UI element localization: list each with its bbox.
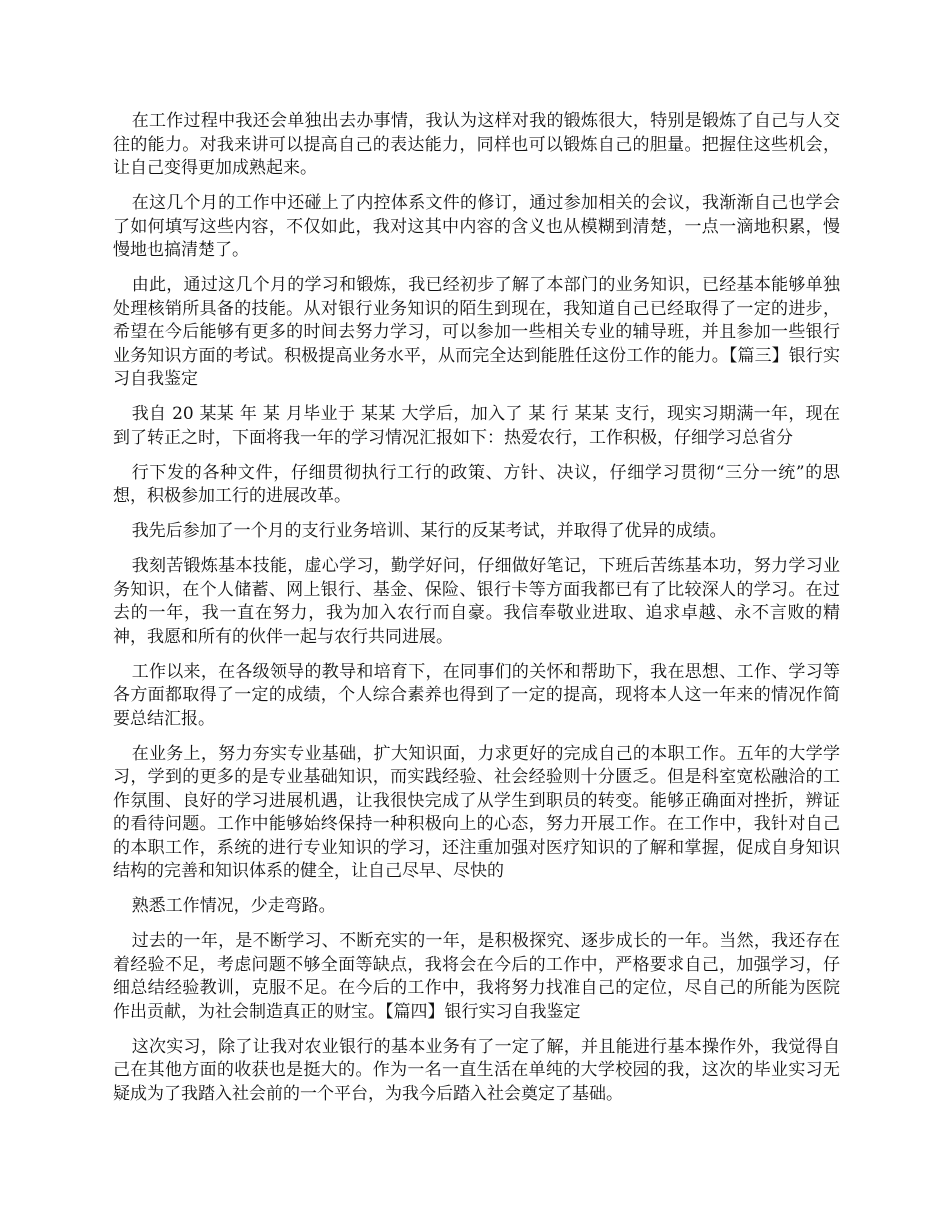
paragraph: 我刻苦锻炼基本技能，虚心学习，勤学好问，仔细做好笔记，下班后苦练基本功，努力学习业务知识，在个人储蓄、网上银行、基金、保险、银行卡等方面我都已有了比较深人的学习。在过去的一年，我一直在努力，我为加入农行而自豪。我信奉敬业进取、追求卓越、永不言败的精神，我愿和所有的伙伴一起与农行共同进展。 xyxy=(113,556,840,647)
paragraph: 这次实习，除了让我对农业银行的基本业务有了一定了解，并且能进行基本操作外，我觉得自己在其他方面的收获也是挺大的。作为一名一直生活在单纯的大学校园的我，这次的毕业实习无疑成为了我踏入社会前的一个平台，为我今后踏入社会奠定了基础。 xyxy=(113,1036,840,1104)
paragraph: 我自 20 某某 年 某 月毕业于 某某 大学后，加入了 某 行 某某 支行，现实习期满一年，现在到了转正之时，下面将我一年的学习情况汇报如下：热爱农行，工作积极，仔细学习总省分 xyxy=(113,404,840,448)
paragraph: 行下发的各种文件，仔细贯彻执行工行的政策、方针、决议，仔细学习贯彻“三分一统”的思想，积极参加工行的进展改革。 xyxy=(113,462,840,506)
paragraph: 工作以来，在各级领导的教导和培育下，在同事们的关怀和帮助下，我在思想、工作、学习等各方面都取得了一定的成绩，个人综合素养也得到了一定的提高，现将本人这一年来的情况作简要总结汇报。 xyxy=(113,661,840,729)
paragraph: 由此，通过这几个月的学习和锻炼，我已经初步了解了本部门的业务知识，已经基本能够单独处理核销所具备的技能。从对银行业务知识的陌生到现在，我知道自己已经取得了一定的进步，希望在今后能够有更多的时间去努力学习，可以参加一些相关专业的辅导班，并且参加一些银行业务知识方面的考试。积极提高业务水平，从而完全达到能胜任这份工作的能力。【篇三】银行实习自我鉴定 xyxy=(113,275,840,389)
paragraph: 过去的一年，是不断学习、不断充实的一年，是积极探究、逐步成长的一年。当然，我还存在着经验不足，考虑问题不够全面等缺点，我将会在今后的工作中，严格要求自己，加强学习，仔细总结经验教训，克服不足。在今后的工作中，我将努力找准自己的定位，尽自己的所能为医院作出贡献，为社会制造真正的财宝。【篇四】银行实习自我鉴定 xyxy=(113,931,840,1022)
paragraph: 在工作过程中我还会单独出去办事情，我认为这样对我的锻炼很大，特别是锻炼了自己与人交往的能力。对我来讲可以提高自己的表达能力，同样也可以锻炼自己的胆量。把握住这些机会，让自己变得更加成熟起来。 xyxy=(113,111,840,178)
paragraph: 在业务上，努力夯实专业基础，扩大知识面，力求更好的完成自己的本职工作。五年的大学学习，学到的更多的是专业基础知识，而实践经验、社会经验则十分匮乏。但是科室宽松融洽的工作氛围、良好的学习进展机遇，让我很快完成了从学生到职员的转变。能够正确面对挫折，辨证的看待问题。工作中能够始终保持一种积极向上的心态，努力开展工作。在工作中，我针对自己的本职工作，系统的进行专业知识的学习，还注重加强对医疗知识的了解和掌握，促成自身知识结构的完善和知识体系的健全，让自己尽早、尽快的 xyxy=(113,743,840,881)
paragraph: 熟悉工作情况，少走弯路。 xyxy=(131,896,336,916)
document-body xyxy=(113,110,840,1118)
paragraph: 我先后参加了一个月的支行业务培训、某行的反某考试，并取得了优异的成绩。 xyxy=(131,521,727,541)
paragraph: 在这几个月的工作中还碰上了内控体系文件的修订，通过参加相关的会议，我渐渐自己也学会了如何填写这些内容，不仅如此，我对这其中内容的含义也从模糊到清楚，一点一滴地积累，慢慢地也搞清楚了。 xyxy=(113,193,840,260)
